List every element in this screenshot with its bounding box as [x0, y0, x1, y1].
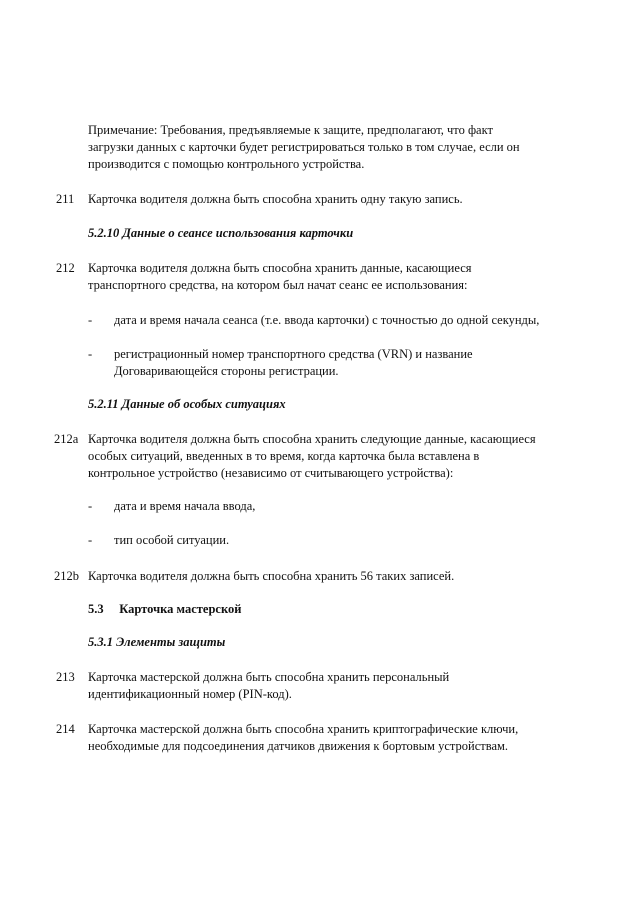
paragraph-line: особых ситуаций, введенных в то время, когда карточка была вставлена в — [88, 449, 480, 463]
bullet-dash: - — [88, 347, 93, 361]
paragraph-line: Карточка водителя должна быть способна хранить следующие данные, касающиеся — [88, 432, 536, 446]
list-item — [114, 498, 255, 515]
paragraph-line: Карточка водителя должна быть способна хранить одну такую запись. — [88, 192, 463, 206]
paragraph-212 — [88, 260, 472, 294]
section-heading-5-3: 5.3 Карточка мастерской — [88, 602, 242, 616]
paragraph-line: контрольное устройство (независимо от считывающего устройства): — [88, 466, 454, 480]
note-line: загрузки данных с карточки будет регистрироваться только в том случае, если он — [88, 140, 520, 154]
paragraph-line: транспортного средства, на котором был начат сеанс ее использования: — [88, 278, 468, 292]
paragraph-212a — [88, 431, 536, 482]
paragraph-line: Карточка мастерской должна быть способна хранить персональный — [88, 670, 450, 684]
paragraph-line: Карточка мастерской должна быть способна хранить криптографические ключи, — [88, 722, 519, 736]
paragraph-number: 211 — [56, 192, 75, 206]
paragraph-line: идентификационный номер (PIN-код). — [88, 687, 292, 701]
paragraph-212b — [88, 568, 454, 585]
paragraph-number: 212a — [54, 432, 79, 446]
list-item-line: дата и время начала ввода, — [114, 499, 256, 513]
section-heading-5-2-10: 5.2.10 Данные о сеансе использования карточки — [88, 226, 354, 240]
paragraph-number: 212b — [54, 569, 79, 583]
list-item — [114, 312, 539, 329]
note-paragraph — [88, 122, 520, 173]
paragraph-213 — [88, 669, 449, 703]
bullet-dash: - — [88, 313, 93, 327]
section-heading-5-2-11: 5.2.11 Данные об особых ситуациях — [88, 397, 286, 411]
paragraph-211 — [88, 191, 463, 208]
list-item-line: Договаривающейся стороны регистрации. — [114, 364, 339, 378]
paragraph-number: 212 — [56, 261, 75, 275]
bullet-dash: - — [88, 533, 93, 547]
list-item — [114, 346, 473, 380]
paragraph-line: Карточка водителя должна быть способна хранить данные, касающиеся — [88, 261, 472, 275]
paragraph-number: 214 — [56, 722, 75, 736]
bullet-dash: - — [88, 499, 93, 513]
list-item-line: регистрационный номер транспортного средства (VRN) и название — [114, 347, 473, 361]
paragraph-number: 213 — [56, 670, 75, 684]
note-line: производится с помощью контрольного устройства. — [88, 157, 365, 171]
list-item — [114, 532, 229, 549]
paragraph-line: Карточка водителя должна быть способна хранить 56 таких записей. — [88, 569, 455, 583]
section-heading-5-3-1: 5.3.1 Элементы защиты — [88, 635, 226, 649]
list-item-line: дата и время начала сеанса (т.е. ввода карточки) с точностью до одной секунды, — [114, 313, 540, 327]
paragraph-214 — [88, 721, 518, 755]
paragraph-line: необходимые для подсоединения датчиков движения к бортовым устройствам. — [88, 739, 509, 753]
note-line: Примечание: Требования, предъявляемые к защите, предполагают, что факт — [88, 123, 493, 137]
list-item-line: тип особой ситуации. — [114, 533, 230, 547]
